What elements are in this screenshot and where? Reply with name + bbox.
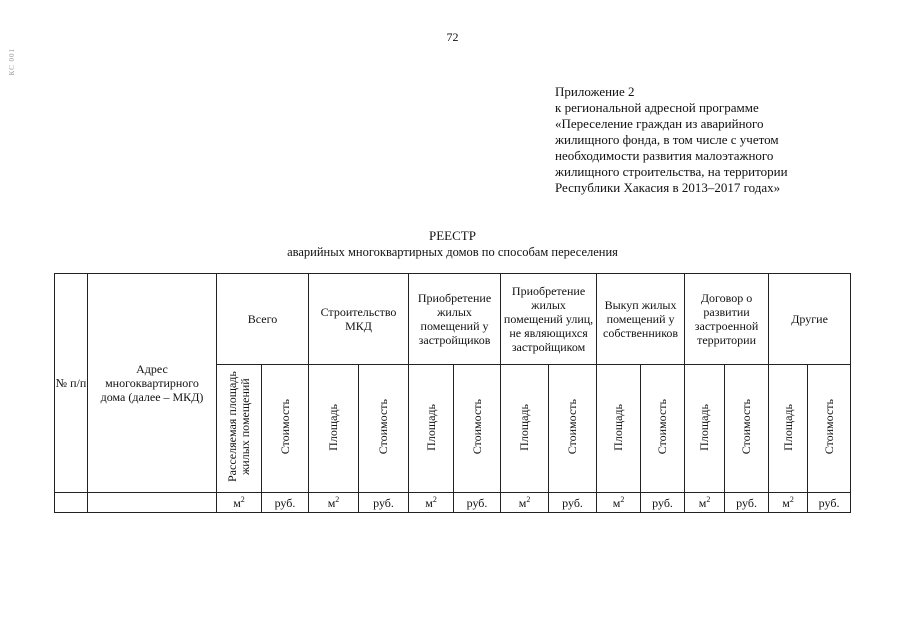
- unit-cost: руб.: [652, 495, 673, 510]
- subheader-label: Расселяемая площадь жилых помещений: [225, 371, 252, 483]
- subheader-cell: [309, 365, 359, 493]
- unit-area: $м^2$: [698, 494, 711, 510]
- subheader-label: Площадь: [423, 403, 438, 451]
- margin-mark: КС 001: [8, 48, 16, 76]
- appendix-block: [555, 84, 875, 196]
- subheader-cell: [359, 365, 409, 493]
- unit-cell: [359, 493, 409, 513]
- subheader-cell: [808, 365, 851, 493]
- header-group-construction: [309, 274, 409, 365]
- units-cell-number: [55, 493, 88, 513]
- units-cell-address: [88, 493, 217, 513]
- subheader-cell: [549, 365, 597, 493]
- unit-cost: руб.: [818, 495, 840, 510]
- unit-cost: руб.: [373, 495, 394, 510]
- unit-cell: [769, 493, 808, 513]
- unit-area: $м^2$: [518, 494, 531, 510]
- header-group-row: [55, 274, 851, 365]
- unit-cell: [725, 493, 769, 513]
- appendix-line: «Переселение граждан из аварийного: [555, 116, 764, 131]
- header-group-purchase-developers: [409, 274, 501, 365]
- appendix-line: Приложение 2: [555, 84, 635, 99]
- unit-area: $м^2$: [327, 494, 340, 510]
- subheader-cell: [769, 365, 808, 493]
- unit-cost: руб.: [274, 495, 296, 510]
- header-group-total: [217, 274, 309, 365]
- group-label: Выкуп жилых помещений у собственников: [603, 298, 679, 340]
- page-number: 72: [446, 30, 459, 44]
- group-label: Другие: [791, 312, 828, 326]
- subheader-label: Площадь: [780, 403, 795, 451]
- subheader-label: Площадь: [697, 403, 712, 451]
- unit-cell: [409, 493, 454, 513]
- unit-cell: [549, 493, 597, 513]
- title-main: РЕЕСТР: [429, 228, 476, 243]
- appendix-line: жилищного фонда, в том числе с учетом: [555, 132, 779, 147]
- subheader-label: Стоимость: [376, 399, 390, 455]
- title-subtitle: аварийных многоквартирных домов по способам переселения: [287, 245, 618, 259]
- unit-cell: [685, 493, 725, 513]
- header-group-development-agreement: [685, 274, 769, 365]
- group-label: Всего: [247, 312, 278, 326]
- header-address: Адрес многоквартирного дома (далее – МКД): [88, 274, 217, 493]
- unit-cell: [641, 493, 685, 513]
- unit-cost: руб.: [562, 495, 583, 510]
- unit-cell: [501, 493, 549, 513]
- subheader-cell: [725, 365, 769, 493]
- unit-cell: [217, 493, 262, 513]
- subheader-label: Площадь: [517, 403, 532, 451]
- unit-area: $м^2$: [233, 494, 245, 510]
- unit-cost: руб.: [736, 495, 757, 510]
- subheader-cell: [454, 365, 501, 493]
- units-row: [55, 493, 851, 513]
- header-group-purchase-non-developers: [501, 274, 597, 365]
- group-label: Приобретение жилых помещений улиц, не являющихся застройщиком: [503, 284, 594, 354]
- subheader-label: Площадь: [611, 403, 626, 451]
- subheader-cell: [685, 365, 725, 493]
- subheader-cell: [262, 365, 309, 493]
- subheader-cell: [409, 365, 454, 493]
- registry-table: [54, 273, 851, 513]
- subheader-label: Стоимость: [277, 399, 292, 455]
- document-title: [0, 228, 905, 260]
- unit-cell: [808, 493, 851, 513]
- unit-area: $м^2$: [425, 494, 437, 510]
- unit-cell: [454, 493, 501, 513]
- group-label: Договор о развитии застроенной территории: [694, 291, 759, 347]
- subheader-label: Стоимость: [655, 399, 670, 455]
- unit-area: $м^2$: [782, 494, 794, 510]
- unit-area: $м^2$: [612, 494, 625, 510]
- appendix-line: жилищного строительства, на территории: [555, 164, 788, 179]
- header-group-buyout: [597, 274, 685, 365]
- appendix-line: к региональной адресной программе: [555, 100, 759, 115]
- unit-cost: руб.: [466, 495, 488, 510]
- subheader-label: Стоимость: [565, 399, 580, 455]
- group-label: Строительство МКД: [320, 305, 397, 333]
- appendix-line: Республики Хакасия в 2013–2017 годах»: [555, 180, 781, 195]
- subheader-label: Стоимость: [469, 399, 484, 455]
- unit-cell: [262, 493, 309, 513]
- header-number: № п/п: [55, 274, 88, 493]
- subheader-label: Стоимость: [739, 399, 754, 455]
- header-group-other: [769, 274, 851, 365]
- subheader-label: Стоимость: [821, 399, 836, 455]
- subheader-cell: [597, 365, 641, 493]
- appendix-line: необходимости развития малоэтажного: [555, 148, 774, 163]
- subheader-label: Площадь: [326, 403, 340, 451]
- unit-cell: [309, 493, 359, 513]
- group-label: Приобретение жилых помещений у застройщиков: [417, 291, 492, 347]
- subheader-cell: [217, 365, 262, 493]
- subheader-cell: [501, 365, 549, 493]
- unit-cell: [597, 493, 641, 513]
- subheader-cell: [641, 365, 685, 493]
